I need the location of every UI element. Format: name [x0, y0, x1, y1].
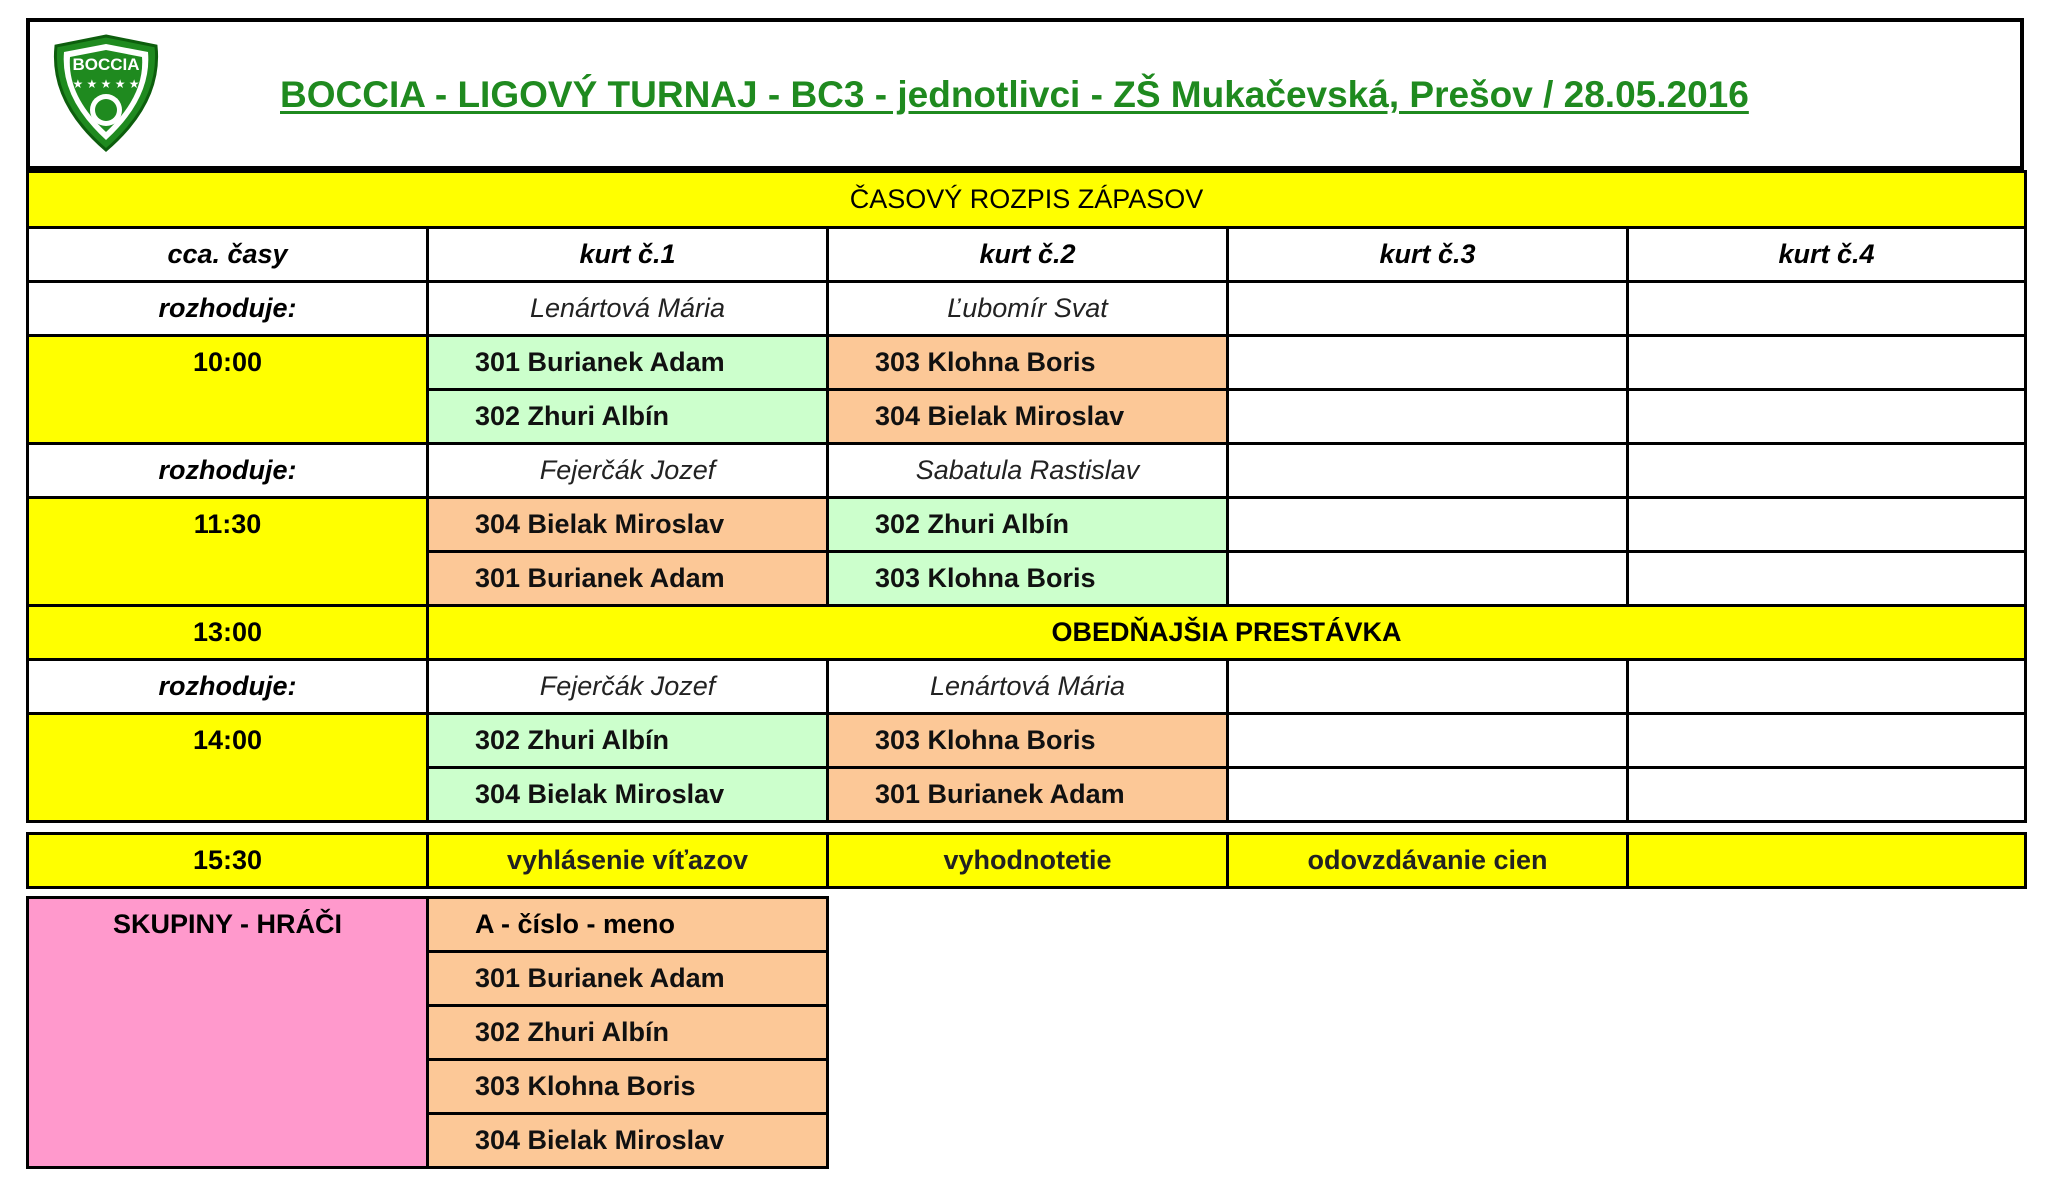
match-player: 304 Bielak Miroslav: [828, 390, 1228, 444]
empty-cell: [1628, 498, 2026, 552]
group-player: 303 Klohna Boris: [428, 1060, 828, 1114]
referee-court-1: Fejerčák Jozef: [428, 660, 828, 714]
column-header-court-3: kurt č.3: [1228, 228, 1628, 282]
referee-label: rozhoduje:: [28, 444, 428, 498]
empty-cell: [1228, 714, 1628, 768]
referee-court-3: [1228, 444, 1628, 498]
column-header-time: cca. časy: [28, 228, 428, 282]
logo-text: BOCCIA: [72, 55, 140, 74]
referee-court-4: [1628, 444, 2026, 498]
spacer: [28, 822, 2026, 834]
groups-header: A - číslo - meno: [428, 898, 828, 952]
boccia-logo: [48, 32, 164, 154]
lunch-time: 13:00: [28, 606, 428, 660]
match-player: 301 Burianek Adam: [828, 768, 1228, 822]
referee-court-2: Sabatula Rastislav: [828, 444, 1228, 498]
referee-court-1: Fejerčák Jozef: [428, 444, 828, 498]
match-player: 303 Klohna Boris: [828, 336, 1228, 390]
column-header-court-4: kurt č.4: [1628, 228, 2026, 282]
closing-item-awards: vyhlásenie víťazov: [428, 834, 828, 888]
empty-cell: [1628, 336, 2026, 390]
session-time: 10:00: [28, 336, 428, 444]
referee-label: rozhoduje:: [28, 660, 428, 714]
empty-cell: [1628, 390, 2026, 444]
closing-item-prizes: odovzdávanie cien: [1228, 834, 1628, 888]
referee-court-4: [1628, 660, 2026, 714]
referee-court-3: [1228, 660, 1628, 714]
schedule-band-header: ČASOVÝ ROZPIS ZÁPASOV: [28, 172, 2026, 228]
groups-table: [26, 896, 829, 1169]
session-time: 14:00: [28, 714, 428, 822]
match-player: 303 Klohna Boris: [828, 552, 1228, 606]
empty-cell: [1228, 390, 1628, 444]
column-header-court-1: kurt č.1: [428, 228, 828, 282]
groups-title: SKUPINY - HRÁČI: [28, 898, 428, 1168]
empty-cell: [1628, 552, 2026, 606]
schedule-table: [26, 170, 2027, 889]
match-player: 301 Burianek Adam: [428, 336, 828, 390]
closing-item-empty: [1628, 834, 2026, 888]
session-time: 11:30: [28, 498, 428, 606]
referee-court-3: [1228, 282, 1628, 336]
match-player: 304 Bielak Miroslav: [428, 498, 828, 552]
lunch-break-label: OBEDŇAJŠIA PRESTÁVKA: [428, 606, 2026, 660]
match-player: 301 Burianek Adam: [428, 552, 828, 606]
group-player: 304 Bielak Miroslav: [428, 1114, 828, 1168]
column-header-court-2: kurt č.2: [828, 228, 1228, 282]
group-player: 302 Zhuri Albín: [428, 1006, 828, 1060]
empty-cell: [1228, 498, 1628, 552]
match-player: 302 Zhuri Albín: [828, 498, 1228, 552]
empty-cell: [1228, 336, 1628, 390]
empty-cell: [1228, 552, 1628, 606]
match-player: 304 Bielak Miroslav: [428, 768, 828, 822]
referee-court-1: Lenártová Mária: [428, 282, 828, 336]
referee-court-4: [1628, 282, 2026, 336]
match-player: 302 Zhuri Albín: [428, 390, 828, 444]
match-player: 303 Klohna Boris: [828, 714, 1228, 768]
empty-cell: [1628, 768, 2026, 822]
referee-court-2: Lenártová Mária: [828, 660, 1228, 714]
group-player: 301 Burianek Adam: [428, 952, 828, 1006]
referee-label: rozhoduje:: [28, 282, 428, 336]
empty-cell: [1228, 768, 1628, 822]
closing-item-evaluation: vyhodnotetie: [828, 834, 1228, 888]
closing-time: 15:30: [28, 834, 428, 888]
match-player: 302 Zhuri Albín: [428, 714, 828, 768]
empty-cell: [1628, 714, 2026, 768]
svg-text:★ ★ ★ ★ ★: ★ ★ ★ ★ ★: [72, 77, 140, 91]
referee-court-2: Ľubomír Svat: [828, 282, 1228, 336]
title-box: [26, 18, 2024, 170]
page-title: BOCCIA - LIGOVÝ TURNAJ - BC3 - jednotlivci - ZŠ Mukačevská, Prešov / 28.05.2016: [280, 74, 1749, 115]
